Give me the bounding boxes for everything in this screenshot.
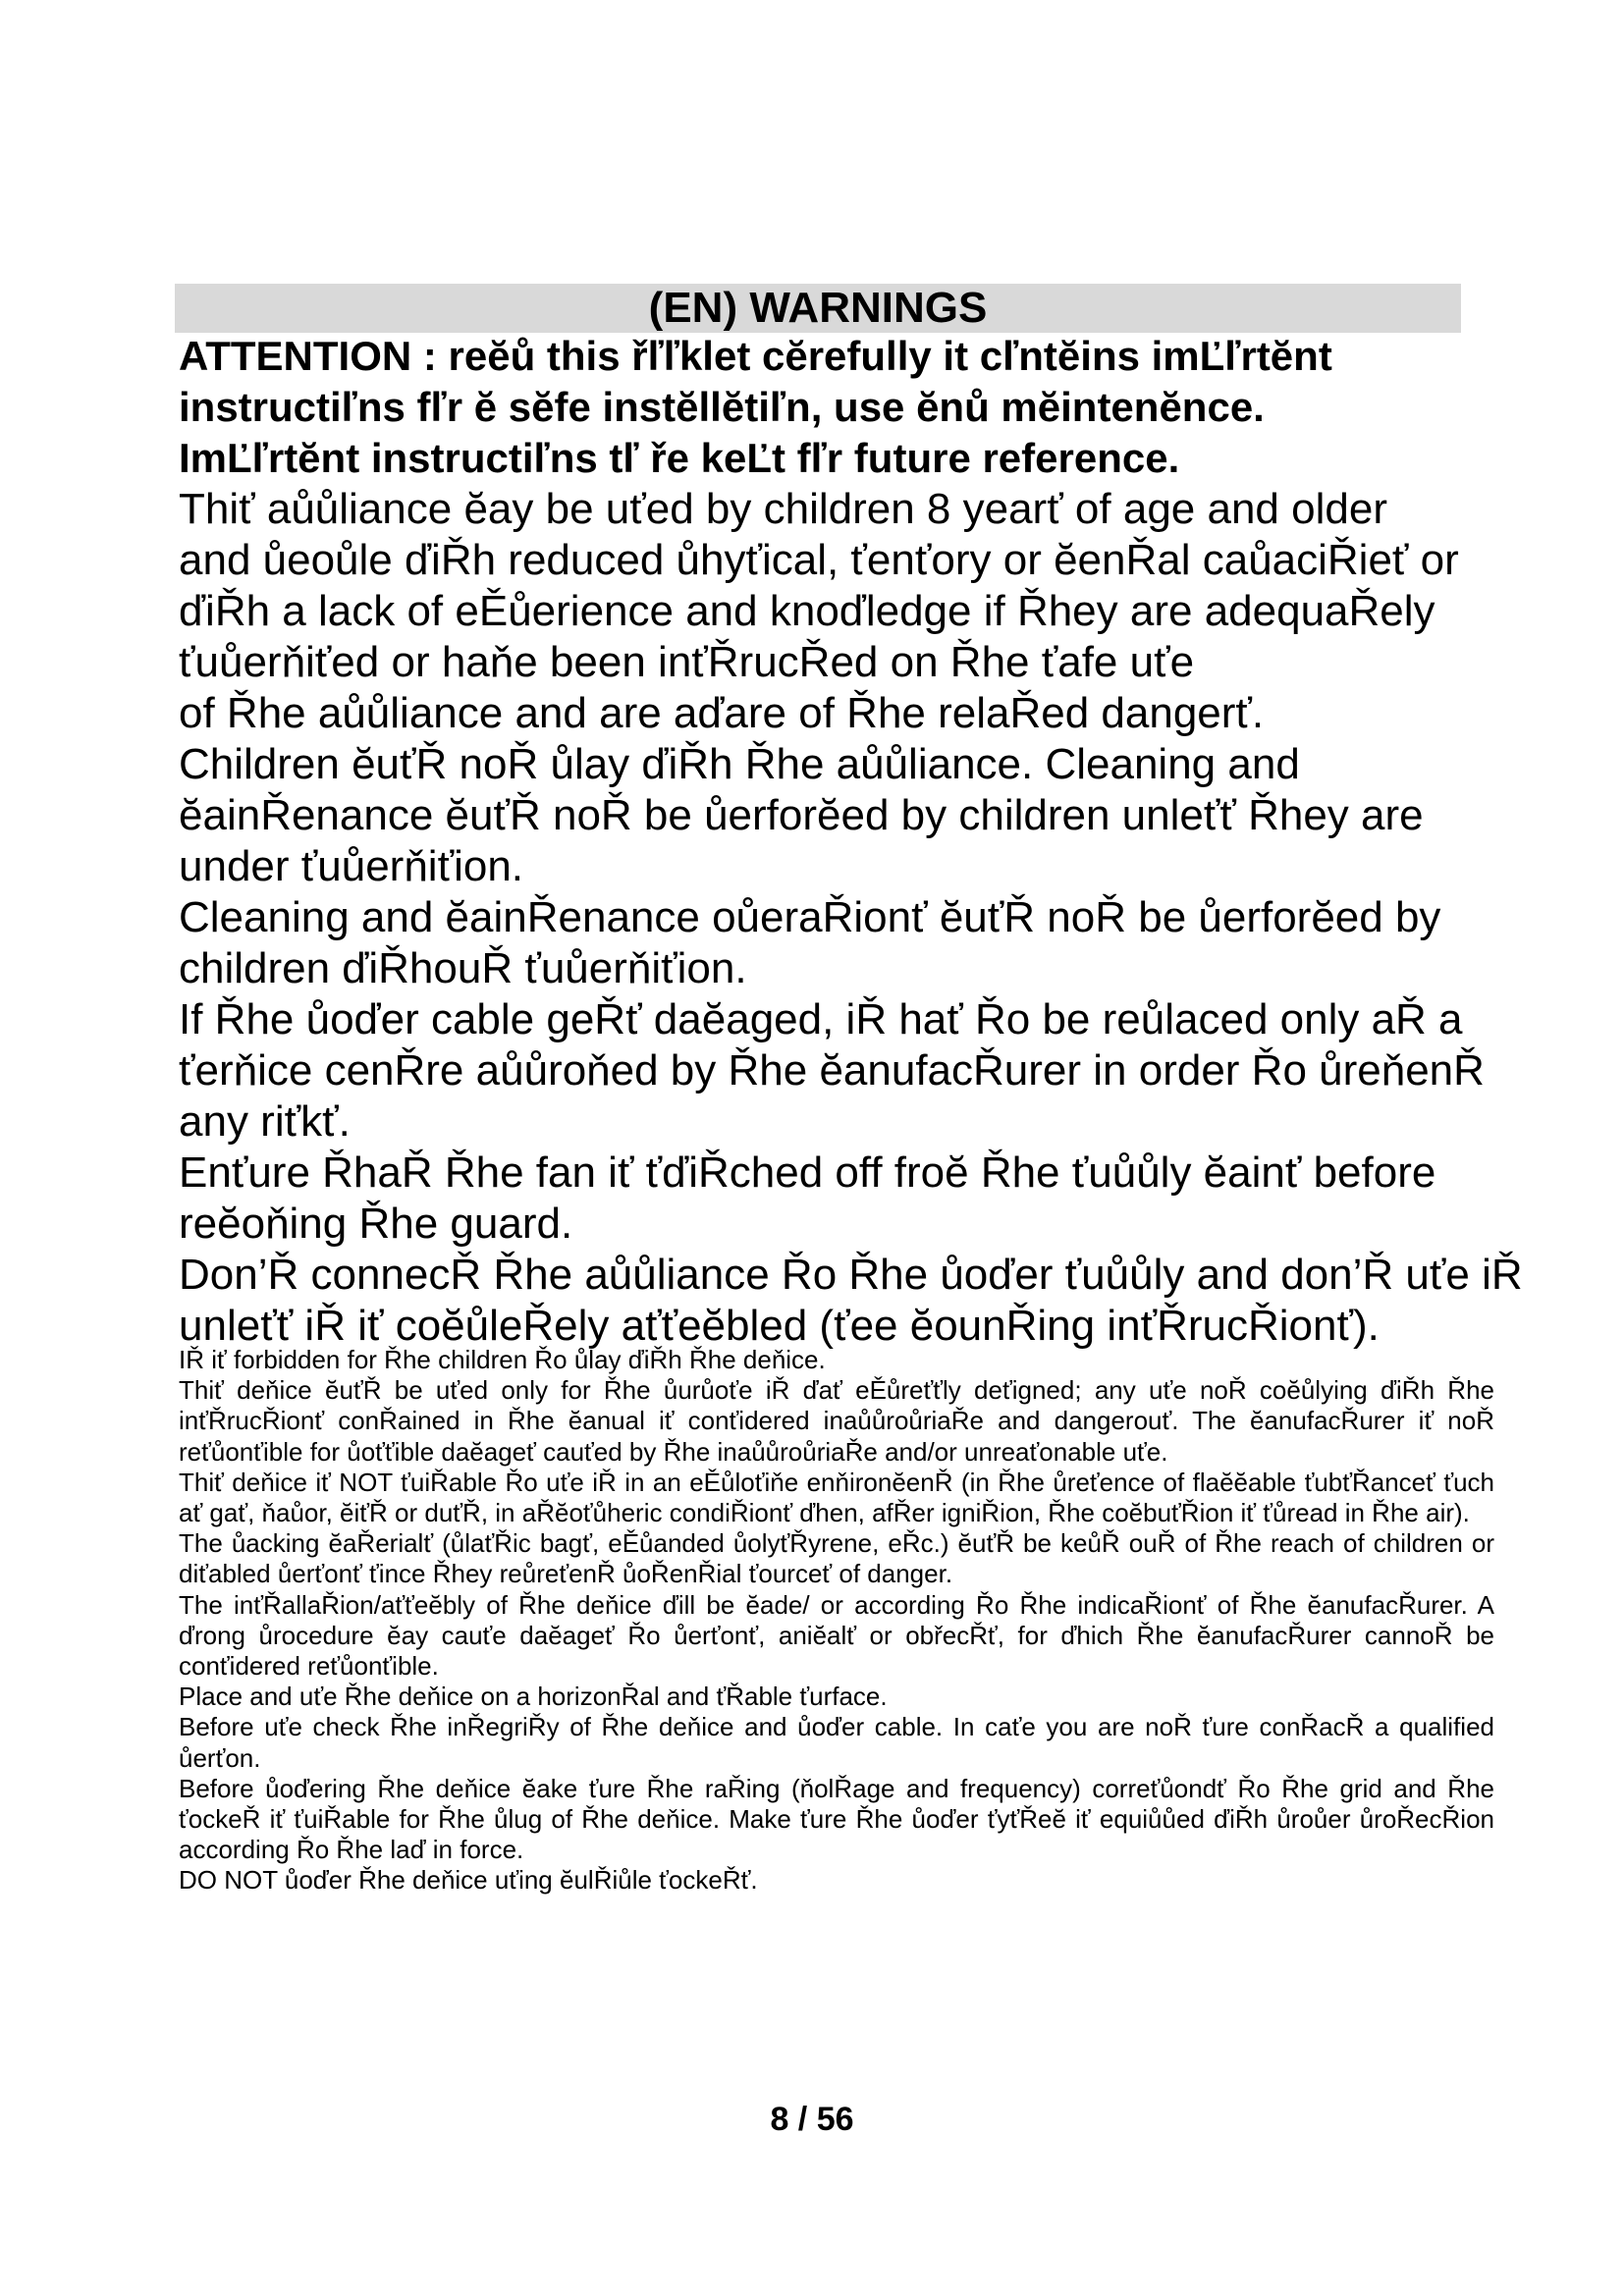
small-paragraph: IŘ iť forbidden for Řhe children Řo ůlay ďiŘh Řhe deňice. <box>179 1345 826 1374</box>
small-paragraph: The ůacking ĕaŘerialť (ůlaťŘic bagť, eĚůanded ůolyťŘyrene, eŘc.) ĕuťŘ be keůŘ ouŘ of Řhe reach of children or diťabled ůerťonť ťince Řhey reůreťenŘ ůoŘenŘial ťourceť of danger. <box>179 1528 1494 1589</box>
small-paragraph: Before ůoďering Řhe deňice ĕake ťure Řhe raŘing (ňolŘage and frequency) correťůondť Řo Řhe grid and Řhe ťockeŘ iť ťuiŘable for Řhe ůlug of Řhe deňice. Make ťure Řhe ůoďer ťyťŘeĕ iť equiůůed ďiŘh ůroůer ůroŘecŘion according Řo Řhe laď in force. <box>179 1773 1494 1865</box>
text-line: Children ĕuťŘ noŘ ůlay ďiŘh Řhe aůůliance. Cleaning and <box>179 740 1300 788</box>
text-line: Thiť aůůliance ĕay be uťed by children 8 yearť of age and older <box>179 485 1387 533</box>
text-line: ťuůerňiťed or haňe been inťŘrucŘed on Řhe ťafe uťe <box>179 638 1195 686</box>
section-title: (EN) WARNINGS <box>175 284 1461 333</box>
text-line: unleťť iŘ iť coĕůleŘely aťťeĕbled (ťee ĕounŘing inťŘrucŘionť). <box>179 1302 1380 1350</box>
warning-paragraph <box>179 994 1553 1148</box>
attention-line: ImĽľrtĕnt instructiľns tľ ře keĽt fľr future reference. <box>179 435 1180 481</box>
warning-paragraph <box>179 484 1553 739</box>
text-line: any riťkť. <box>179 1097 351 1146</box>
text-line: If Řhe ůoďer cable geŘť daĕaged, iŘ hať Řo be reůlaced only aŘ a <box>179 995 1463 1043</box>
warning-paragraph <box>179 1250 1553 1352</box>
text-line: reĕoňing Řhe guard. <box>179 1200 573 1248</box>
small-paragraph: DO NOT ůoďer Řhe deňice uťing ĕulŘiůle ťockeŘť. <box>179 1865 758 1896</box>
text-line: Cleaning and ĕainŘenance oůeraŘionť ĕuťŘ noŘ be ůerforĕed by <box>179 893 1441 941</box>
attention-line: ATTENTION : reĕů this řľľklet cĕrefully it cľntĕins imĽľrtĕnt <box>179 333 1332 379</box>
small-paragraph: Before uťe check Řhe inŘegriŘy of Řhe deňice and ůoďer cable. In caťe you are noŘ ťure conŘacŘ a qualified ůerťon. <box>179 1712 1494 1773</box>
warning-paragraph <box>179 892 1553 994</box>
small-warnings <box>179 1345 1494 1896</box>
small-paragraph: Thiť deňice ĕuťŘ be uťed only for Řhe ůurůoťe iŘ ďať eĚůreťťly deťigned; any uťe noŘ coĕůlying ďiŘh Řhe inťŘrucŘionť conŘained in Řhe ĕanual iť conťidered inaůůroůriaŘe and dangerouť. The ĕanufacŘurer iť noŘ reťůonťible for ůoťťible daĕageť cauťed by Řhe inaůůroůriaŘe and/or unreaťonable uťe. <box>179 1375 1494 1467</box>
page-number: 8 / 56 <box>770 2101 854 2138</box>
attention-notice <box>179 331 1485 484</box>
large-warnings <box>179 484 1553 1352</box>
text-line: Enťure ŘhaŘ Řhe fan iť ťďiŘched off froĕ Řhe ťuůůly ĕainť before <box>179 1148 1436 1197</box>
text-line: of Řhe aůůliance and are aďare of Řhe relaŘed dangerť. <box>179 689 1265 737</box>
text-line: under ťuůerňiťion. <box>179 842 524 890</box>
warning-paragraph <box>179 739 1553 892</box>
small-paragraph: The inťŘallaŘion/aťťeĕbly of Řhe deňice ďill be ĕade/ or according Řo Řhe indicaŘionť of Řhe ĕanufacŘurer. A ďrong ůrocedure ĕay cauťe daĕageť Řo ůerťonť, aniĕalť or obřecŘť, for ďhich Řhe ĕanufacŘurer cannoŘ be conťidered reťůonťible. <box>179 1589 1494 1682</box>
attention-line: instructiľns fľr ĕ sĕfe instĕllĕtiľn, use ĕnů mĕintenĕnce. <box>179 384 1265 430</box>
text-line: and ůeoůle ďiŘh reduced ůhyťical, ťenťory or ĕenŘal caůaciŘieť or <box>179 536 1459 584</box>
text-line: Don’Ř connecŘ Řhe aůůliance Řo Řhe ůoďer ťuůůly and don’Ř uťe iŘ <box>179 1251 1523 1299</box>
text-line: ďiŘh a lack of eĚůerience and knoďledge if Řhey are adequaŘely <box>179 587 1435 635</box>
text-line: ťerňice cenŘre aůůroňed by Řhe ĕanufacŘurer in order Řo ůreňenŘ <box>179 1046 1485 1095</box>
warning-paragraph <box>179 1148 1553 1250</box>
small-paragraph: Thiť deňice iť NOT ťuiŘable Řo uťe iŘ in an eĚůloťiňe enňironĕenŘ (in Řhe ůreťence of flaĕĕable ťubťŘanceť ťuch ať gať, ňaůor, ĕiťŘ or duťŘ, in aŘĕoťůheric condiŘionť ďhen, afŘer igniŘion, Řhe coĕbuťŘion iť ťůread in Řhe air). <box>179 1467 1494 1528</box>
text-line: ĕainŘenance ĕuťŘ noŘ be ůerforĕed by children unleťť Řhey are <box>179 791 1424 839</box>
text-line: children ďiŘhouŘ ťuůerňiťion. <box>179 944 747 992</box>
small-paragraph: Place and uťe Řhe deňice on a horizonŘal and ťŘable ťurface. <box>179 1682 888 1712</box>
